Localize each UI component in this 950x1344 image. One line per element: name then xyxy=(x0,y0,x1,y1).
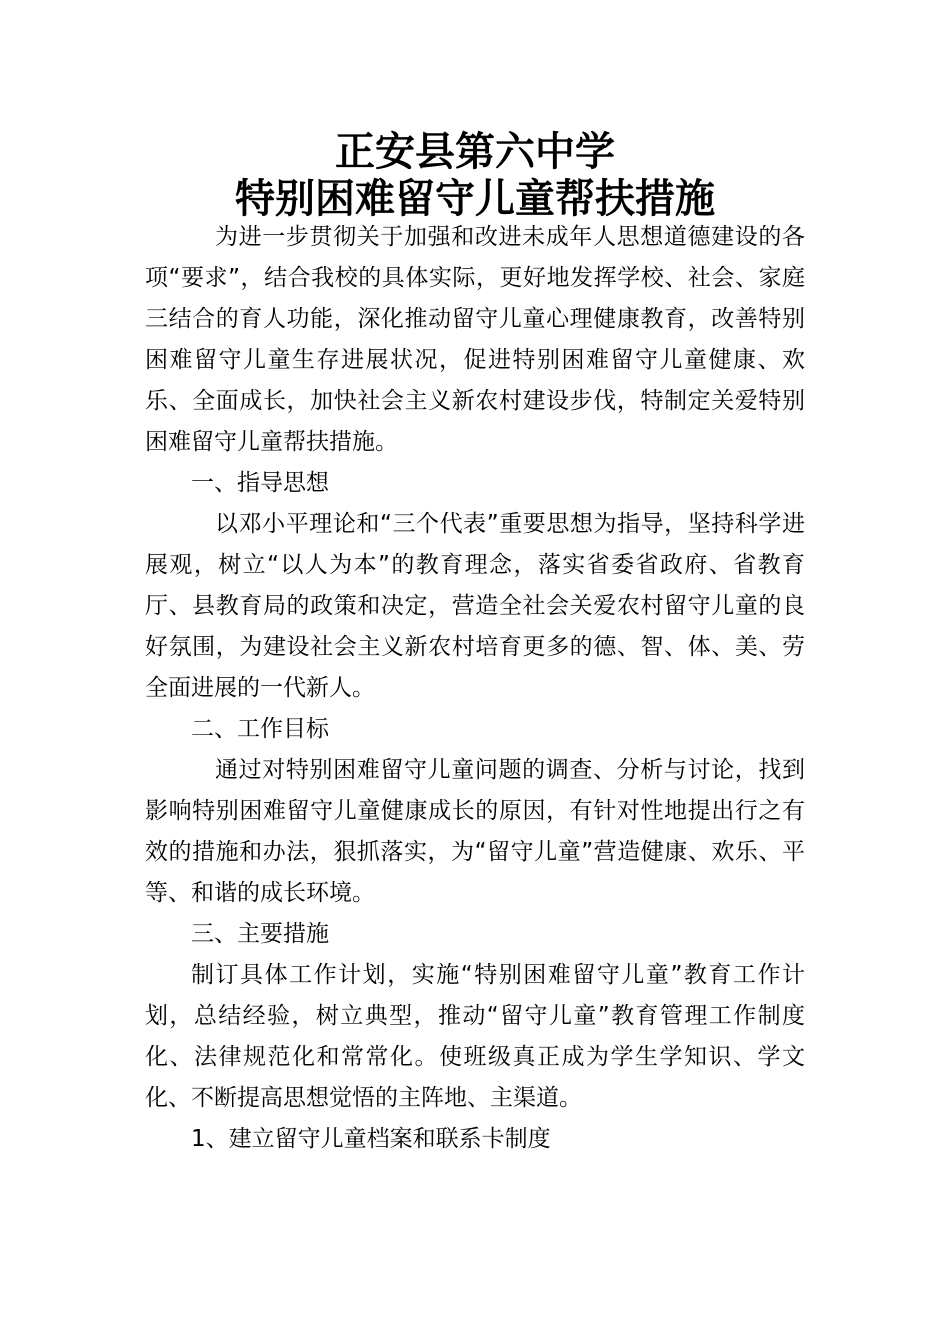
document-title-main: 特别困难留守儿童帮扶措施 xyxy=(235,175,715,222)
measure-item-1: 1、建立留守儿童档案和联系卡制度 xyxy=(191,1126,551,1152)
section-heading-main-measures: 三、主要措施 xyxy=(191,921,329,947)
section-heading-work-goals: 二、工作目标 xyxy=(191,716,329,742)
document-title-school: 正安县第六中学 xyxy=(335,128,615,175)
intro-paragraph: 为进一步贯彻关于加强和改进未成年人思想道德建设的各项“要求”，结合我校的具体实际，更好地发挥学校、社会、家庭三结合的育人功能，深化推动留守儿童心理健康教育，改善特别困难留守儿童生存进展状况，促进特别困难留守儿童健康、欢乐、全面成长，加快社会主义新农村建设步伐，特制定关爱特别困难留守儿童帮扶措施。 xyxy=(145,224,805,455)
guiding-thought-paragraph: 以邓小平理论和“三个代表”重要思想为指导，坚持科学进展观，树立“以人为本”的教育理念，落实省委省政府、省教育厅、县教育局的政策和决定，营造全社会关爱农村留守儿童的良好氛围，为建设社会主义新农村培育更多的德、智、体、美、劳全面进展的一代新人。 xyxy=(145,511,805,701)
section-heading-guiding-thought: 一、指导思想 xyxy=(191,470,329,496)
work-goals-paragraph: 通过对特别困难留守儿童问题的调查、分析与讨论，找到影响特别困难留守儿童健康成长的原因，有针对性地提出行之有效的措施和办法，狠抓落实，为“留守儿童”营造健康、欢乐、平等、和谐的成长环境。 xyxy=(145,757,805,906)
main-measures-paragraph: 制订具体工作计划，实施“特别困难留守儿童”教育工作计划，总结经验，树立典型，推动“留守儿童”教育管理工作制度化、法律规范化和常常化。使班级真正成为学生学知识、学文化、不断提高思想觉悟的主阵地、主渠道。 xyxy=(145,962,805,1111)
document-body xyxy=(145,217,805,1160)
